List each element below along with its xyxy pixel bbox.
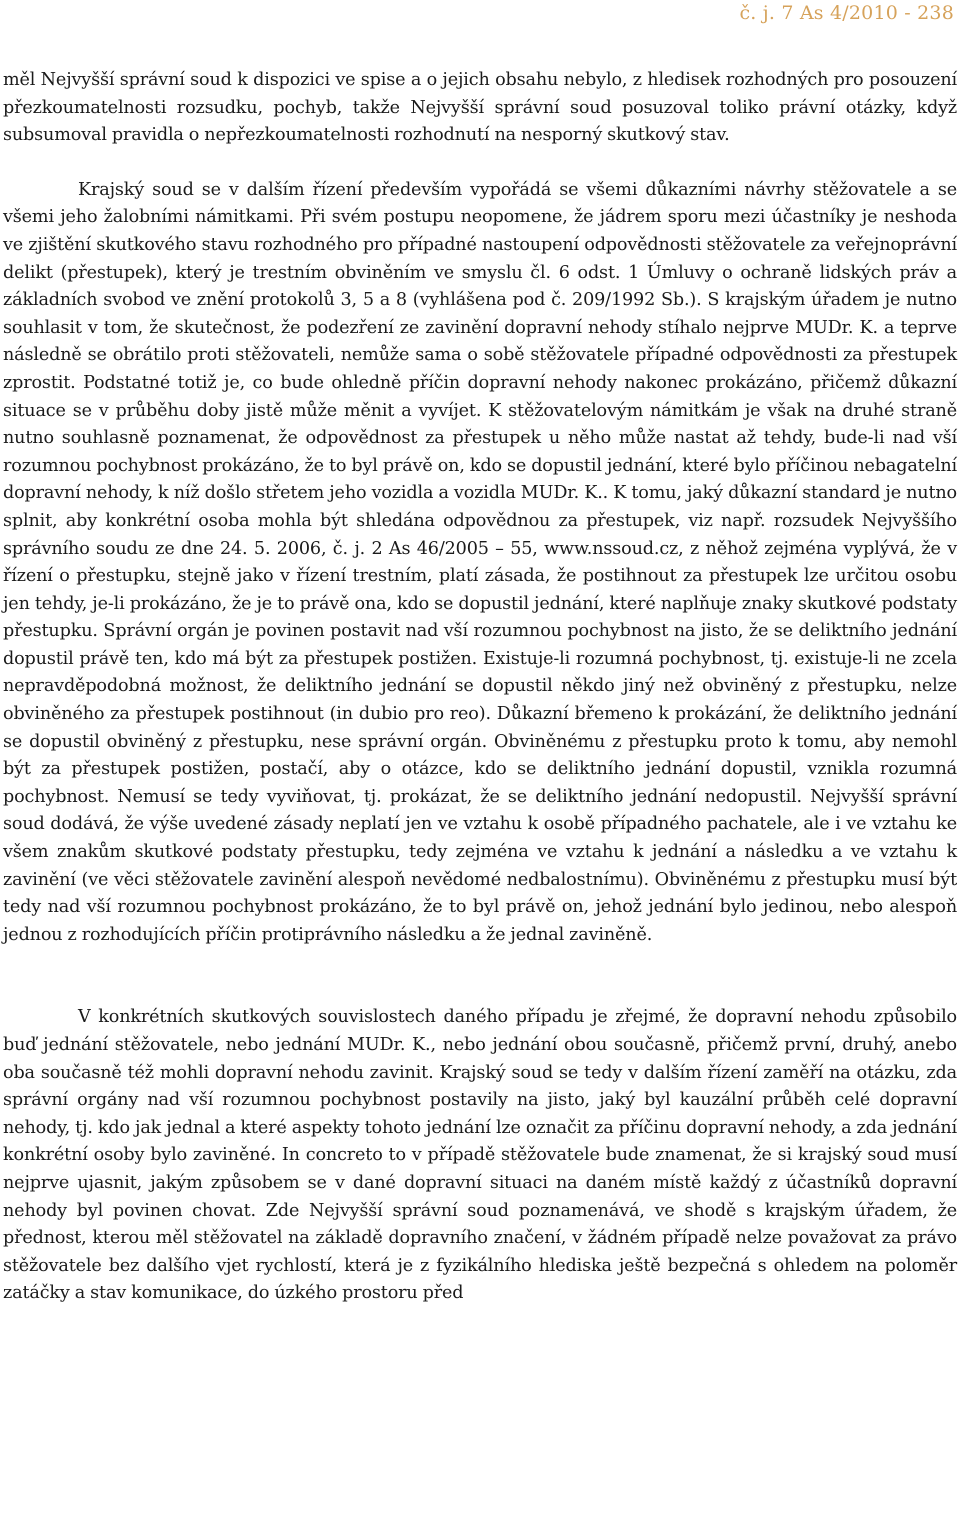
case-reference-header: č. j. 7 As 4/2010 - 238 xyxy=(739,2,954,24)
document-body xyxy=(3,67,957,1308)
paragraph-regional-court-instructions: Krajský soud se v dalším řízení především vypořádá se všemi důkazními návrhy stěžovatele a se všemi jeho žalobními námitkami. Při svém postupu neopomene, že jádrem sporu mezi účastníky je neshoda ve zjištění skutkového stavu rozhodného pro případné nastoupení odpovědnosti stěžovatele za veřejnoprávní delikt (přestupek), který je trestním obviněním ve smyslu čl. 6 odst. 1 Úmluvy o ochraně lidských práv a základních svobod ve znění protokolů 3, 5 a 8 (vyhlášena pod č. 209/1992 Sb.). S krajským úřadem je nutno souhlasit v tom, že skutečnost, že podezření ze zavinění dopravní nehody stíhalo nejprve MUDr. K. a teprve následně se obrátilo proti stěžovateli, nemůže sama o sobě stěžovatele případné odpovědnosti za přestupek zprostit. Podstatné totiž je, co bude ohledně příčin dopravní nehody nakonec prokázáno, přičemž důkazní situace se v průběhu doby jistě může měnit a vyvíjet. K stěžovatelovým námitkám je však na druhé straně nutno souhlasně poznamenat, že odpovědnost za přestupek u něho může nastat až tehdy, bude-li nad vší rozumnou pochybnost prokázáno, že to byl právě on, kdo se dopustil jednání, které bylo příčinou nebagatelní dopravní nehody, k níž došlo střetem jeho vozidla a vozidla MUDr. K.. K tomu, jaký důkazní standard je nutno splnit, aby konkrétní osoba mohla být shledána odpovědnou za přestupek, viz např. rozsudek Nejvyššího správního soudu ze dne 24. 5. 2006, č. j. 2 As 46/2005 – 55, www.nssoud.cz, z něhož zejména vyplývá, že v řízení o přestupku, stejně jako v řízení trestním, platí zásada, že postihnout za přestupek lze určitou osobu jen tehdy, je-li prokázáno, že je to právě ona, kdo se dopustil jednání, které naplňuje znaky skutkové podstaty přestupku. Správní orgán je povinen postavit nad vší rozumnou pochybnost na jisto, že se deliktního jednání dopustil právě ten, kdo má být za přestupek postižen. Existuje-li rozumná pochybnost, tj. existuje-li ne zcela nepravděpodobná možnost, že deliktního jednání se dopustil někdo jiný než obviněný z přestupku, nelze obviněného za přestupek postihnout (in dubio pro reo). Důkazní břemeno k prokázání, že deliktního jednání se dopustil obviněný z přestupku, nese správní orgán. Obviněnému z přestupku proto k tomu, aby nemohl být za přestupek postižen, postačí, aby o otázce, kdo se deliktního jednání dopustil, vznikla rozumná pochybnost. Nemusí se tedy vyviňovat, tj. prokázat, že se deliktního jednání nedopustil. Nejvyšší správní soud dodává, že výše uvedené zásady neplatí jen ve vztahu k osobě případného pachatele, ale i ve vztahu ke všem znakům skutkové podstaty přestupku, tedy zejména ve vztahu k jednání a následku a ve vztahu k zavinění (ve věci stěžovatele zavinění alespoň nevědomé nedbalostnímu). Obviněnému z přestupku musí být tedy nad vší rozumnou pochybnost prokázáno, že to byl právě on, jehož jednání bylo jedinou, nebo alespoň jednou z rozhodujících příčin protiprávního následku a že jednal zaviněně. xyxy=(3,179,957,945)
paragraph-continuation: měl Nejvyšší správní soud k dispozici ve spise a o jejich obsahu nebylo, z hledisek rozhodných pro posouzení přezkoumatelnosti rozsudku, pochyb, takže Nejvyšší správní soud posuzoval toliko právní otázky, když subsumoval pravidla o nepřezkoumatelnosti rozhodnutí na nesporný skutkový stav. xyxy=(3,70,957,146)
paragraph-specific-circumstances: V konkrétních skutkových souvislostech daného případu je zřejmé, že dopravní nehodu způsobilo buď jednání stěžovatele, nebo jednání MUDr. K., nebo jednání obou současně, přičemž první, druhý, anebo oba současně též mohli dopravní nehodu zavinit. Krajský soud se tedy v dalším řízení zaměří na otázku, zda správní orgány nad vší rozumnou pochybnost postavily na jisto, jaký byl kauzální průběh celé dopravní nehody, tj. kdo jak jednal a které aspekty tohoto jednání lze označit za příčinu dopravní nehody, a zda jednání konkrétní osoby bylo zaviněné. In concreto to v případě stěžovatele bude znamenat, že si krajský soud musí nejprve ujasnit, jakým způsobem se v dané dopravní situaci na daném místě každý z účastníků dopravní nehody byl povinen chovat. Zde Nejvyšší správní soud poznamenává, ve shodě s krajským úřadem, že přednost, kterou měl stěžovatel na základě dopravního značení, v žádném případě nelze považovat za právo stěžovatele bez dalšího vjet rychlostí, která je z fyzikálního hlediska ještě bezpečná s ohledem na poloměr zatáčky a stav komunikace, do úzkého prostoru před xyxy=(3,1007,957,1304)
